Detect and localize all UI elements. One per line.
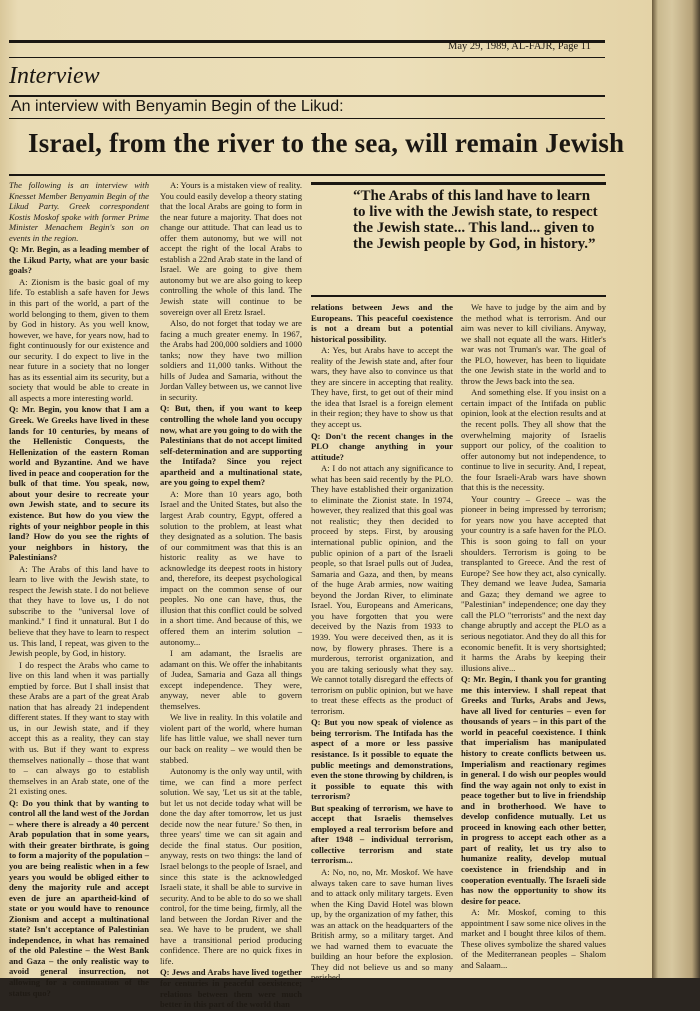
answer-paragraph: Your country – Greece – was the pioneer in being impressed by terrorism; for years now you have accepted that your country is a safe haven for the PLO. This is soon going to fall on your shoulders. Terrorism is going to be transplanted to Greece. And the rest of Europe? See how they act, also cynically. They demand we leave Judea, Samaria and Gaza; they demand we agree to "Palestinian" independence; one day they call the PLO "terrorists" and the next day change abruptly and accept the PLO as a serious negotiator. And they do all this for economic benefit. It is very shortsighted; it harms the Arabs by keeping their illusions alive... [461,493,606,673]
pull-quote: “The Arabs of this land have to learn to live with the Jewish state, to respect the Jewish state... This land... given to the Jewish people by God, in history.” [353,188,598,252]
answer-paragraph: We have to judge by the aim and by the method what is terrorism. And our aim was never to kill civilians. Anyway, we shall not equate all the wars. Hitler's war was not Truman's war. The goal of the PLO, however, has been to liquidate the one Jewish state in the world and to throw the Jews back into the sea. [461,302,606,386]
answer-paragraph: Autonomy is the only way until, with time, we can find a more perfect solution. We say, 'Let us sit at the table, but let us not decide today what will be done the day after tomorrow, let us just decide now the near future.' So then, in three years' time we can sit again and decide the final status. Our position, anyway, rests on two things: the land of Israel belongs to the people of Israel, and since this state is the acknowledged Israeli state, it shall be able to survive in security. And to be able to do so we shall control, for the time being, firmly, all the land between the Jordan River and the sea. We have to be prudent, we shall have a transitional period producing confidence. There are no quick fixes in life. [160,766,302,966]
question-paragraph: Q: Do you think that by wanting to control all the land west of the Jordan – where there is already a 40 percent Arab population that in some years, with their greater birthrate, is going to form a majority of the population – you are being realistic when in a few years you would be obliged either to deny the majority rule and accept even de jure an apartheid-kind of state or you would have to renounce Zionism and accept a multinational state? Isn't acceptance of Palestinian independence, in what has remained of the old Palestine – the West Bank and Gaza – the only realistic way to avoid general insurrection, not allowing for a continuation of the status quo? [9,797,149,998]
book-spine [652,0,700,978]
headline: Israel, from the river to the sea, will remain Jewish [28,128,625,158]
subheadline: An interview with Benyamin Begin of the Likud: [11,98,344,115]
article-column-4 [461,302,606,971]
header-rule [9,57,605,58]
answer-paragraph: A: Yours is a mistaken view of reality. You could easily develop a theory stating that the local Arabs are going to form in the near future a majority. That does not change our attitude. That can lead us to offer them autonomy, but we will not accept the right of the local Arabs to establish a 22nd Arab state in the land of Israel. We are going to give them autonomy but we are also going to keep controlling the whole of this land. The Jewish state will continue to be sovereign over all Eretz Israel. [160,180,302,317]
answer-paragraph: A: I do not attach any significance to what has been said recently by the PLO. They have established their organization to eliminate the Zionist state. In 1974, however, they realized that this goal was not realistic; they then decided to proceed by steps. First, by arousing international public opinion, and the public opinion of a part of the Israeli people, so that Israel pulls out of Judea, Samaria and Gaza, and then, by means of the huge Arab armies, now waiting beyond the Jordan River, to eliminate Israel. You, Europeans and Americans, you have forgotten that you were deceived by the Nazis from 1933 to 1939. You were deceived then, as it is now, by flowery phrases. There is a murderous, terrorist organization, and you are taking seriously what they say. We cannot totally disregard the effects of terrorism on public opinion, but we have to treat these effects as the product of terrorism. [311,463,453,716]
section-label: Interview [9,63,100,89]
question-paragraph: Q: Don't the recent changes in the PLO change anything in your attitude? [311,430,453,462]
intro-paragraph: The following is an interview with Knesset Member Benyamin Begin of the Likud Party. Greek correspondent Kostis Moskof spoke with former Prime Minister Menachem Begin's son on events in the region. [9,180,149,243]
section-rule [9,95,605,97]
answer-paragraph: I am adamant, the Israelis are adamant on this. We offer the inhabitants of Judea, Samaria and Gaza all things except independence. They were, anyway, never able to govern themselves. [160,648,302,711]
answer-paragraph: A: Yes, but Arabs have to accept the reality of the Jewish state and, after four wars, they have also to convince us that they are sincere in accepting that reality. They have, first, to get out of their mind the idea that Israel is a foreign element in their region; they have to show us that they accept us. [311,345,453,430]
page-header: May 29, 1989, AL-FAJR, Page 11 [448,41,591,52]
answer-paragraph: We live in reality. In this volatile and violent part of the world, where human life has little value, we shall never turn our back on reality – we would then be stabbed. [160,712,302,765]
answer-paragraph: I do respect the Arabs who came to live on this land when it was partially emptied by force. But I shall insist that these Arabs are a part of the great Arab nation that has already 21 independent different states. If they want to stay with us, in our Jewish state, and if they accept this as a reality, they can stay with us. But if they want to express themselves nationally – those that want to – can always go to establish themselves in an Arab state, one of the 21 existing ones. [9,659,149,797]
subheadline-rule [9,118,605,119]
question-paragraph: Q: Mr. Begin, I thank you for granting me this interview. I shall repeat that Greeks and Turks, Arabs and Jews, have all lived for centuries – even for thousands of years – in this part of the world in peaceful coexistence. I think that imperialism has manipulated history to create conflicts between us. Imperialism and reactionary regimes in general. I do wish our peoples would find the way again not only to exist in peace together but to live in friendship and in brotherhood. We have to develop confidence mutually. Let us proceed in knowing each other better, in progress to accept each other as a part of reality, let us try also to humanize reality, develop mutual coexistence in friendship and in cooperation eventually. The Israeli side has now the opportunity to show its desire for peace. [461,674,606,906]
answer-paragraph: A: Zionism is the basic goal of my life. To establish a safe haven for Jews in this part of the world, a part of the world belonging to them, given to them by God in history. As you well know, however, we have, for years now, had to fight continuously for our existence and our security. I do expect to live in the near future in a society that no longer has as its essential aim its security, but a society that would be able to create in all aspects a more interesting world. [9,276,149,403]
answer-paragraph: A: The Arabs of this land have to learn to live with the Jewish state, to respect the Jewish state. I do not believe that they have to love us, I do not subscribe to the "universal love of mankind." I find it unnatural. But I do believe that they have to learn to respect us. This land, I repeat, was given to the Jewish people, by God, in history. [9,563,149,659]
answer-paragraph: A: Mr. Moskof, coming to this appointment I saw some nice olives in the market and I bought three kilos of them. These olives symbolize the shared values of the Mediterranean peoples – Shalom and Salaam... [461,907,606,970]
article-column-1 [9,180,149,999]
question-paragraph: Q: But, then, if you want to keep controlling the whole land you occupy now, what are you going to do with the Palestinians that do not accept limited self-determination and are supporting the Intifada? Since you reject apartheid and a multinational state, are you going to expel them? [160,403,302,488]
answer-paragraph: And something else. If you insist on a certain impact of the Intifada on public opinion, look at the election results and at the recent polls. They all show that the overwhelming majority of Israelis support our policy, of the coalition to offer autonomy but not independence, to continue to live in security. And, I repeat, the four Israeli-Arab wars have shown that this is the necessity. [461,387,606,493]
question-paragraph: But speaking of terrorism, we have to accept that Israelis themselves employed a real terrorism before and after 1948 – individual terrorism, collective terrorism and state terrorism... [311,802,453,866]
answer-paragraph: A: More than 10 years ago, both Israel and the United States, but also the largest Arab country, Egypt, offered a solution to the problem, at least what they designated as a solution. The basis of our commitment was that this is an historic reality as we have to acknowledge its deepest roots in history and, therefore, its deepest psychological impact on the common sense of our peoples. No one can have, thus, the illusion that this conflict could be solved in a short time. And because of this, we offered them an interim solution – autonomy... [160,488,302,647]
article-column-2 [160,180,302,1011]
question-paragraph: Q: Mr. Begin, as a leading member of the Likud Party, what are your basic goals? [9,244,149,276]
answer-paragraph: A: No, no, no, Mr. Moskof. We have always taken care to save human lives and to attack only military targets. Even when the King David Hotel was blown up, by the organization of my father, this was an attack on the headquarters of the British army, so a military target. And we had warned them to evacuate the building an hour before the explosion. They did not believe us and so many perished. [311,866,453,983]
answer-paragraph: Also, do not forget that today we are facing a much greater enemy. In 1967, the Arabs had 200,000 soldiers and 1000 tanks; now they have two million soldiers and 11,000 tanks. Without the hills of Judea and Samaria, without the Jordan Valley between us, we cannot live in security. [160,318,302,402]
question-paragraph: Q: Jews and Arabs have lived together for centuries in peaceful coexistence; relations between them were much better in this part of the world than [160,967,302,1010]
headline-rule [9,174,605,176]
question-paragraph: relations between Jews and the Europeans. This peaceful coexistence is not a dream but a potential historical possibility. [311,302,453,344]
question-paragraph: Q: Mr. Begin, you know that I am a Greek. We Greeks have lived in these lands for 10 centuries, by means of the Hellenistic Conquests, the Hellenization of the eastern Roman world and Byzantine. And we have lived in peace and cooperation for the bulk of that time. You speak, now, about your desire to recreate your own Jewish state, and to secure its existence. But how do you view the rights of your neighbor people in this land? How do you see the rights of your neighbors in history, the Palestinians? [9,404,149,563]
question-paragraph: Q: But you now speak of violence as being terrorism. The Intifada has the aspect of a more or less passive resistance. Is it possible to equate the public meetings and demonstrations, even the stone throwing by children, is it possible to equate this with terrorism? [311,717,453,802]
article-column-3 [311,302,453,984]
